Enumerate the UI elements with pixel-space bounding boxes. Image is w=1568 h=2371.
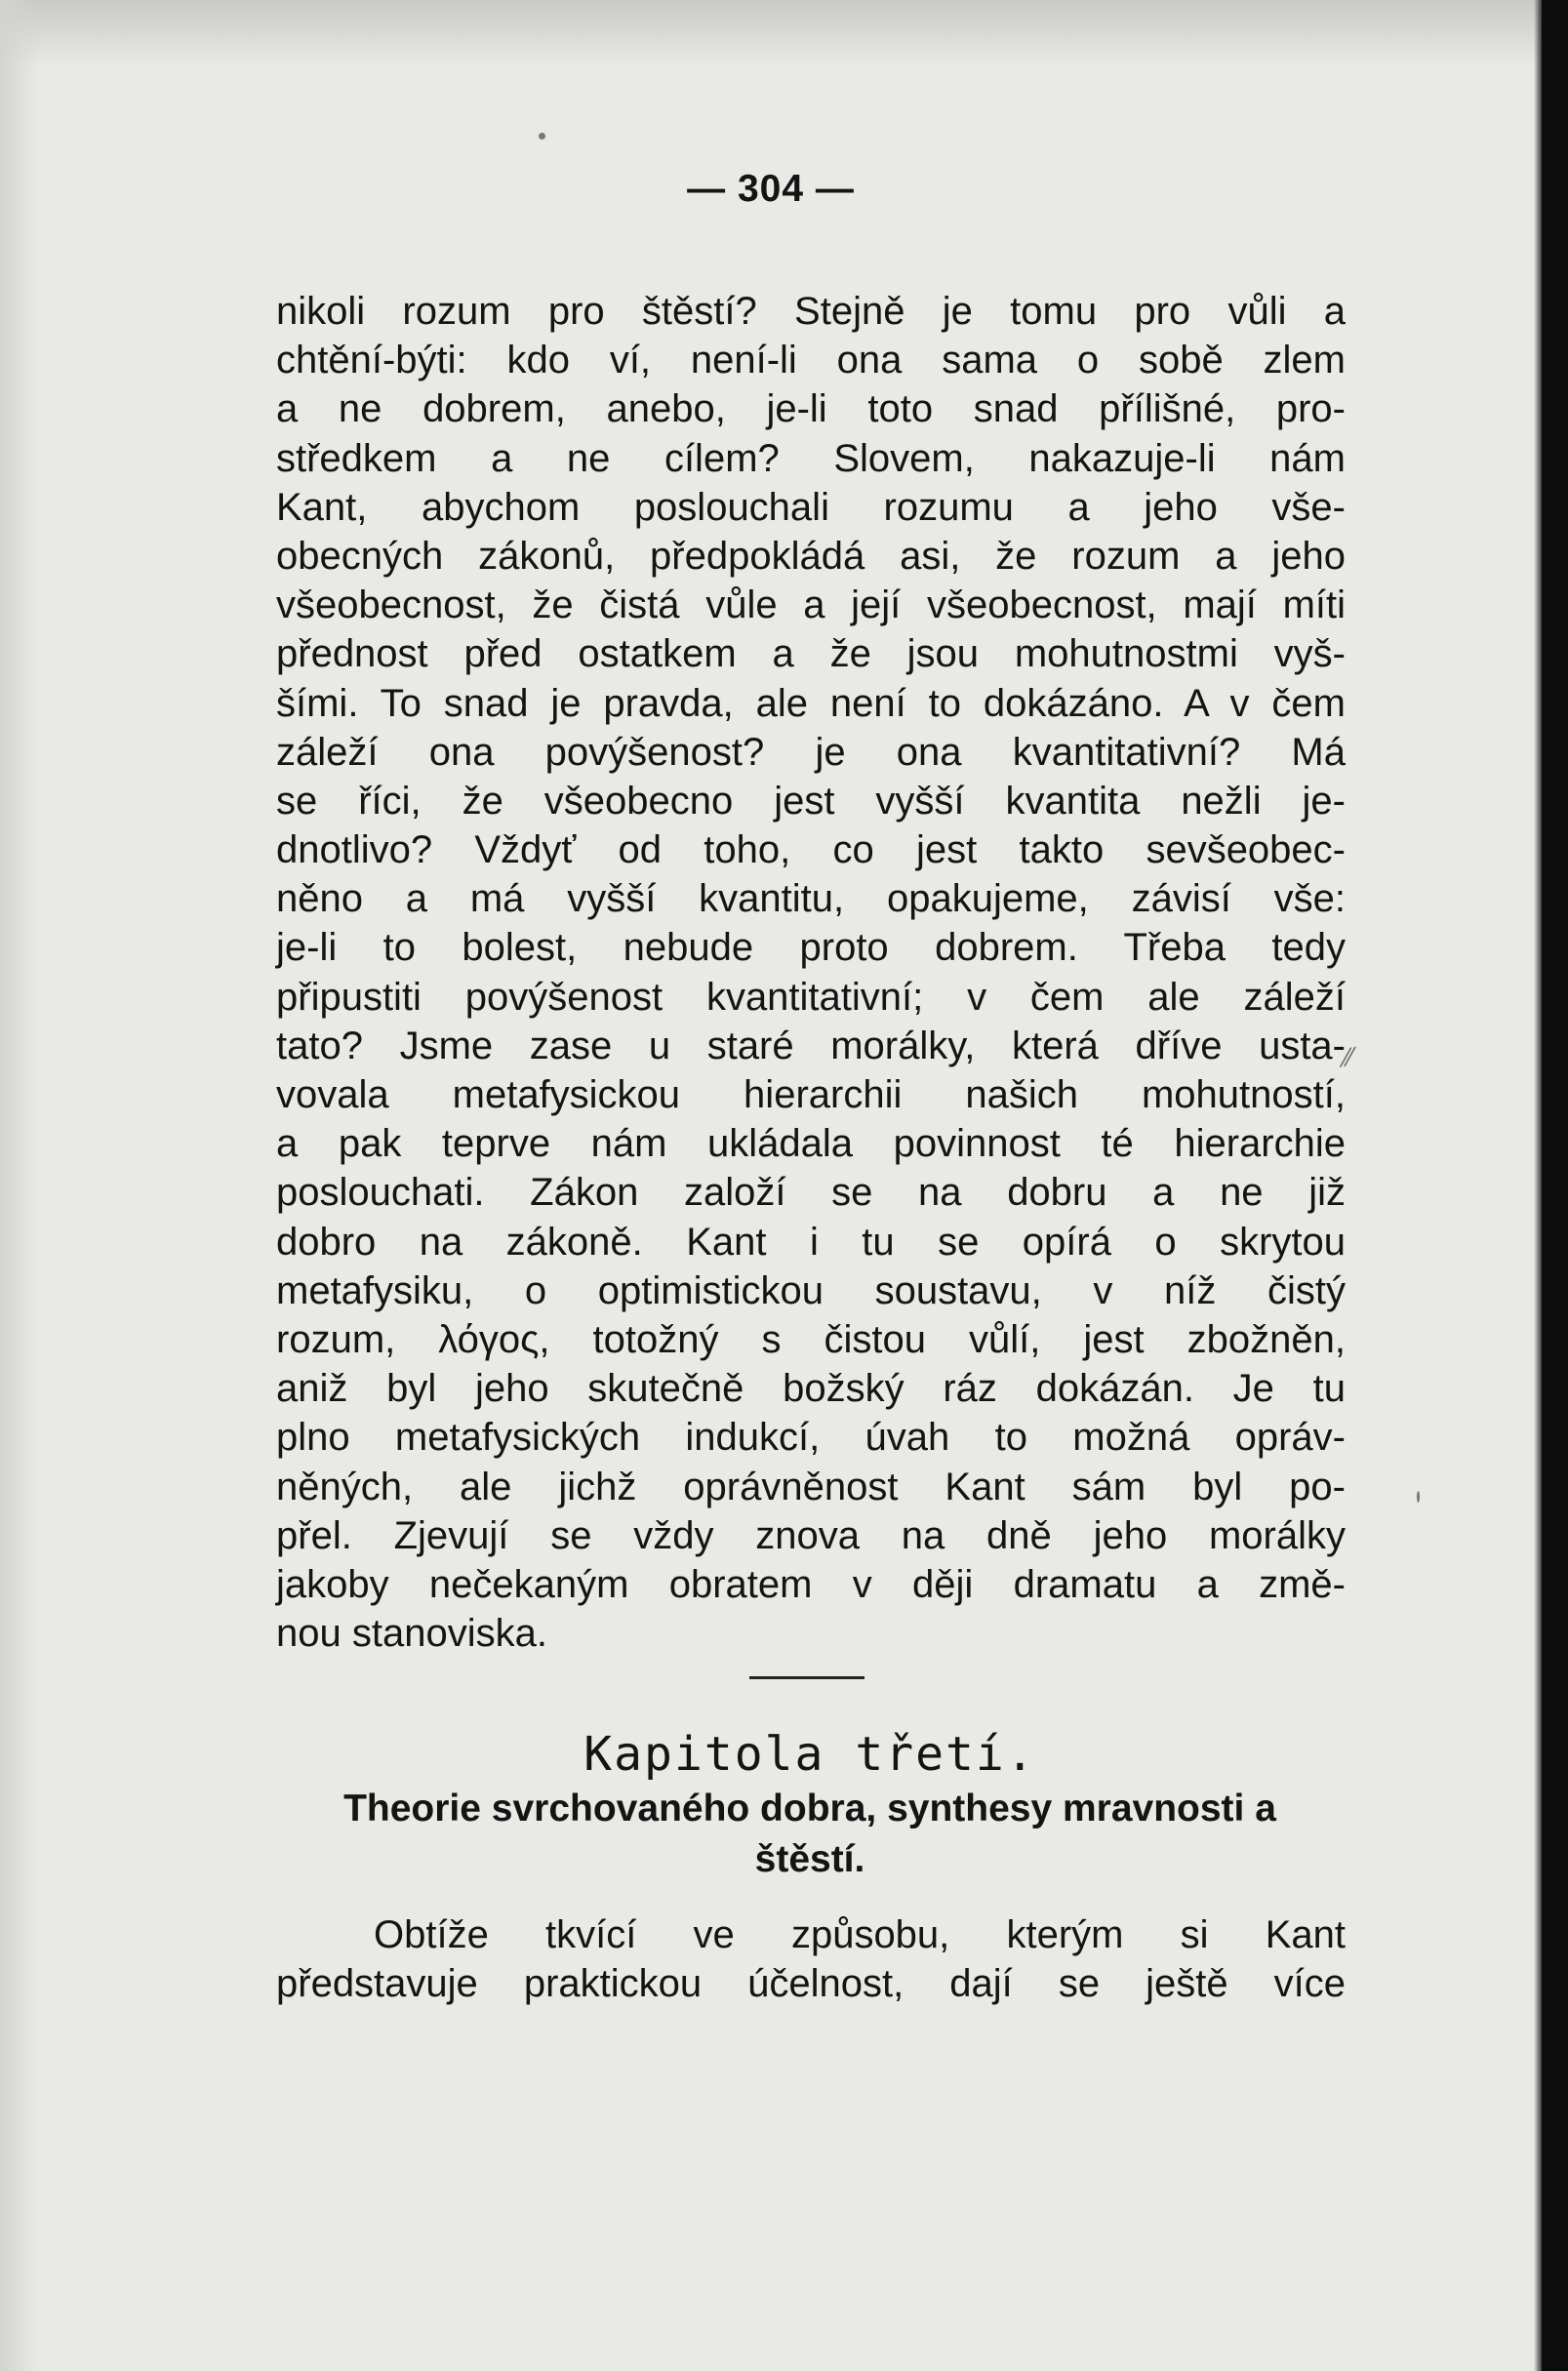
section-divider [749,1676,864,1679]
text-line: nou stanoviska. [276,1612,547,1656]
text-line: Obtíže tkvící ve způsobu, kterým si Kant [374,1913,1346,1956]
text-line: je-li to bolest, nebude proto dobrem. Třeba tedy [276,926,1346,970]
text-line: obecných zákonů, předpokládá asi, že rozum a jeho [276,534,1346,578]
text-line: poslouchati. Zákon založí se na dobru a ne již [276,1171,1346,1215]
text-line: záleží ona povýšenost? je ona kvantitativní? Má [276,730,1346,774]
text-line: rozum, λόγος, totožný s čistou vůlí, jest zbožněn, [276,1317,1346,1361]
chapter-heading: Kapitola třetí. [583,1727,1036,1782]
text-line: vovala metafysickou hierarchii našich mohutností, [276,1073,1346,1116]
text-line: všeobecnost, že čistá vůle a její všeobecnost, mají míti [276,583,1346,627]
next-paragraph [276,1910,1346,2008]
margin-pencil-mark: ⁄⁄ [1342,1041,1356,1072]
text-line: a pak teprve nám ukládala povinnost té hierarchie [276,1122,1346,1166]
text-line: tato? Jsme zase u staré morálky, která dříve usta- [276,1024,1346,1067]
print-speck [539,133,545,140]
book-binding-edge [1542,0,1568,2371]
text-line: chtění-býti: kdo ví, není-li ona sama o sobě zlem [276,339,1346,382]
text-line: jakoby nečekaným obratem v ději dramatu a změ- [276,1562,1346,1606]
text-line: přel. Zjevují se vždy znova na dně jeho morálky [276,1513,1346,1557]
text-line: dobro na zákoně. Kant i tu se opírá o skrytou [276,1220,1346,1264]
text-line: Kant, abychom poslouchali rozumu a jeho vše- [276,485,1346,529]
text-line: představuje praktickou účelnost, dají se ještě více [276,1962,1346,2006]
text-line: připustiti povýšenost kvantitativní; v čem ale záleží [276,975,1346,1019]
text-line: aniž byl jeho skutečně božský ráz dokázán. Je tu [276,1367,1346,1411]
text-line: šími. To snad je pravda, ale není to dokázáno. A v čem [276,681,1346,725]
page-shadow-left [0,0,39,2371]
chapter-subtitle: Theorie svrchovaného dobra, synthesy mravnosti a štěstí. [343,1788,1276,1880]
text-line: se říci, že všeobecno jest vyšší kvantita nežli je- [276,779,1346,823]
print-speck [1417,1491,1420,1503]
page-number: — 304 — [687,168,855,210]
text-line: a ne dobrem, anebo, je-li toto snad přílišné, pro- [276,387,1346,431]
text-line: metafysiku, o optimistickou soustavu, v níž čistý [276,1268,1346,1312]
page-shadow [0,0,1542,68]
text-line: plno metafysických indukcí, úvah to možná opráv- [276,1416,1346,1460]
text-line: středkem a ne cílem? Slovem, nakazuje-li nám [276,436,1346,480]
text-line: nikoli rozum pro štěstí? Stejně je tomu pro vůli a [276,290,1346,333]
text-line: přednost před ostatkem a že jsou mohutnostmi vyš- [276,632,1346,676]
text-line: dnotlivo? Vždyť od toho, co jest takto sevšeobec- [276,828,1346,872]
text-line: něno a má vyšší kvantitu, opakujeme, závisí vše: [276,877,1346,921]
body-text [276,287,1346,1658]
text-line: něných, ale jichž oprávněnost Kant sám byl po- [276,1465,1346,1508]
page-edge-shade [1534,0,1542,2371]
